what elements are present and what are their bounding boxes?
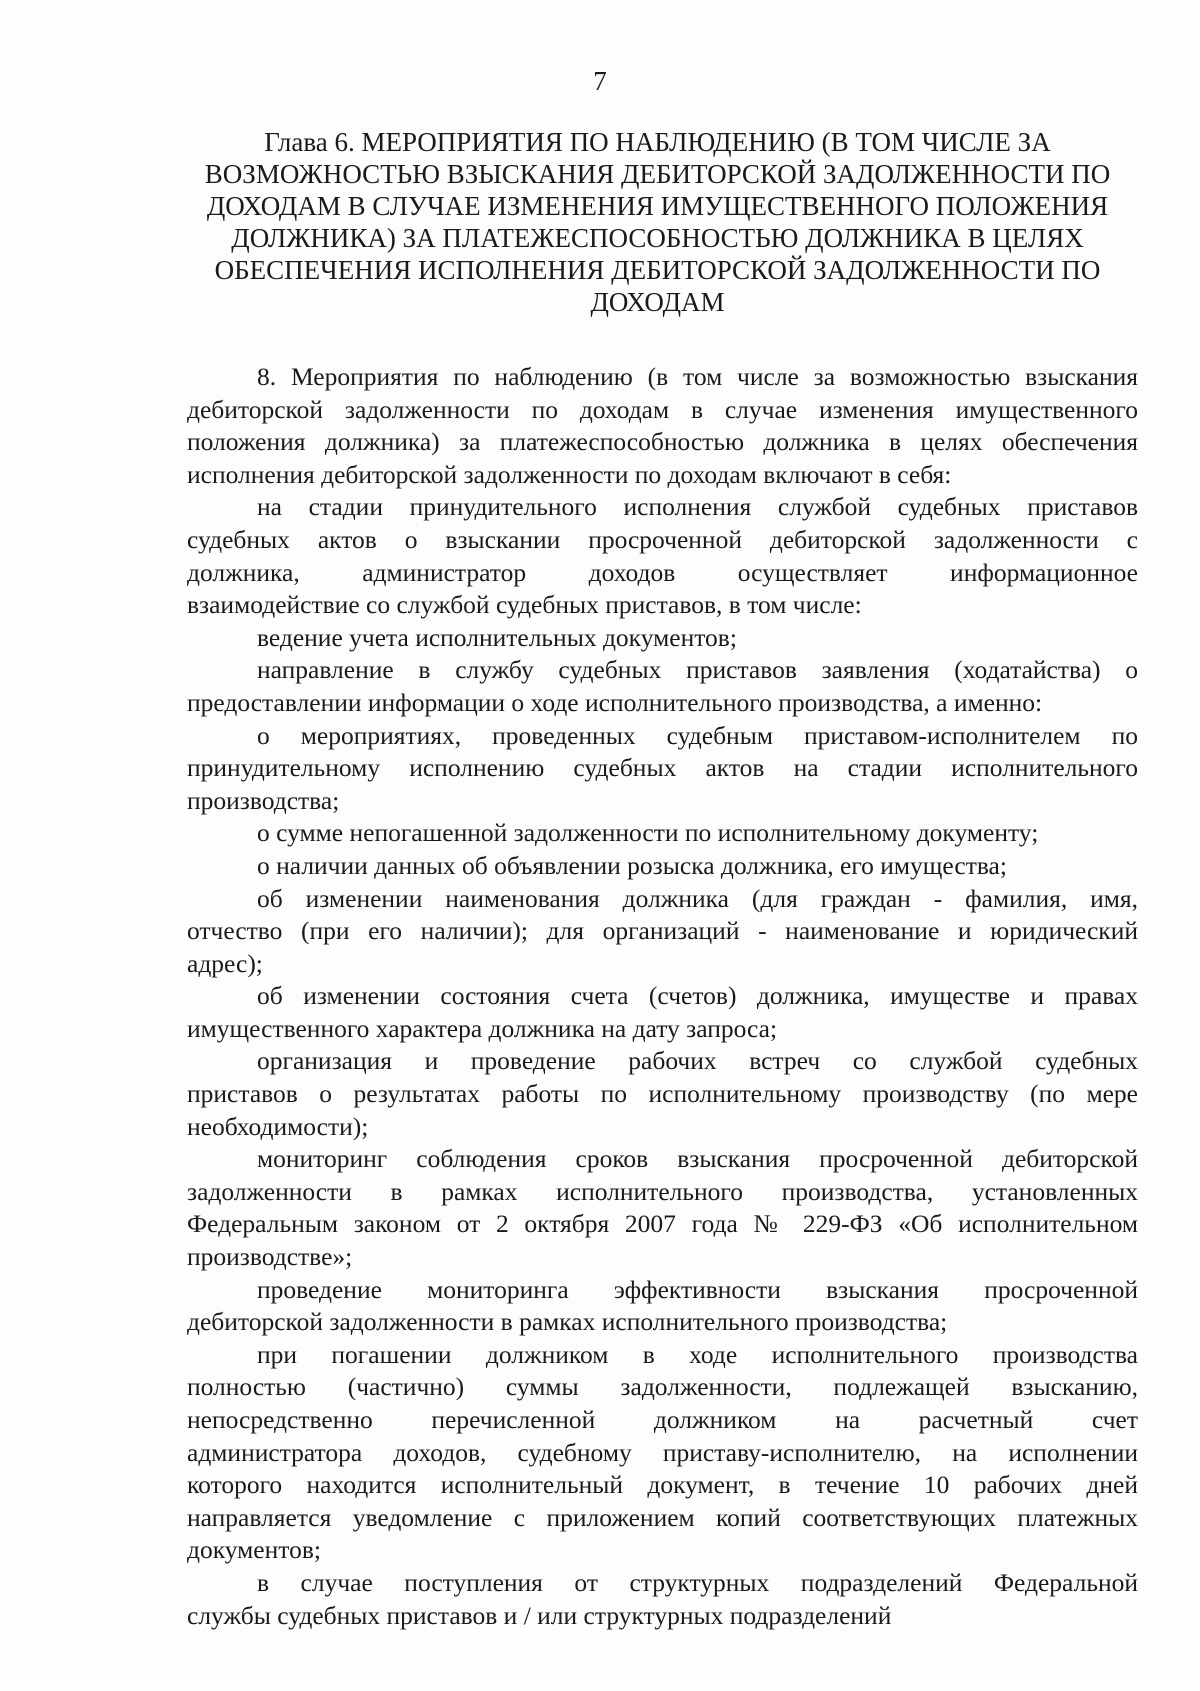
paragraph-line: организация и проведение рабочих встреч со службой судебных (257, 1046, 1138, 1076)
paragraph-line: которого находится исполнительный документ, в течение 10 рабочих дней (187, 1470, 1138, 1500)
paragraph (187, 1339, 1138, 1567)
paragraph-line: производства; (187, 785, 340, 815)
paragraph (187, 720, 1138, 818)
paragraph (187, 1274, 1138, 1339)
paragraph (187, 491, 1138, 621)
chapter-title (180, 126, 1135, 318)
paragraph (187, 1045, 1138, 1143)
paragraph-line: документов; (187, 1535, 321, 1565)
paragraph-line: судебных актов о взыскании просроченной дебиторской задолженности с (187, 524, 1138, 554)
paragraph (187, 361, 1138, 491)
page-number: 7 (593, 66, 607, 96)
paragraph-line: положения должника) за платежеспособностью должника в целях обеспечения (187, 427, 1138, 457)
paragraph-line: взаимодействие со службой судебных приставов, в том числе: (187, 590, 862, 620)
paragraph-line: в случае поступления от структурных подразделений Федеральной (257, 1567, 1138, 1597)
body-text (187, 361, 1138, 1632)
paragraph (187, 850, 1138, 883)
chapter-title-line: ДОХОДАМ В СЛУЧАЕ ИЗМЕНЕНИЯ ИМУЩЕСТВЕННОГО ПОЛОЖЕНИЯ (206, 191, 1109, 221)
paragraph-line: дебиторской задолженности по доходам в случае изменения имущественного (187, 394, 1138, 424)
paragraph (187, 817, 1138, 850)
paragraph-line: полностью (частично) суммы задолженности, подлежащей взысканию, (187, 1372, 1138, 1402)
paragraph-line: необходимости); (187, 1111, 369, 1141)
paragraph-line: адрес); (187, 948, 263, 978)
paragraph-line: имущественного характера должника на дату запроса; (187, 1013, 778, 1043)
paragraph-line: об изменении состояния счета (счетов) должника, имуществе и правах (257, 981, 1138, 1011)
paragraph-line: о наличии данных об объявлении розыска должника, его имущества; (257, 850, 1007, 880)
paragraph-line: о мероприятиях, проведенных судебным приставом-исполнителем по (257, 720, 1138, 750)
paragraph (187, 1143, 1138, 1273)
paragraph-line: приставов о результатах работы по исполнительному производству (по мере (187, 1079, 1138, 1109)
paragraph-line: мониторинг соблюдения сроков взыскания просроченной дебиторской (257, 1144, 1138, 1174)
paragraph-line: принудительному исполнению судебных актов на стадии исполнительного (187, 753, 1138, 783)
paragraph-line: задолженности в рамках исполнительного производства, установленных (187, 1176, 1138, 1206)
paragraph-line: проведение мониторинга эффективности взыскания просроченной (257, 1274, 1138, 1304)
paragraph-line: о сумме непогашенной задолженности по исполнительному документу; (257, 818, 1039, 848)
paragraph-line: ведение учета исполнительных документов; (257, 622, 737, 652)
paragraph-line: службы судебных приставов и / или структурных подразделений (187, 1600, 892, 1630)
paragraph-line: непосредственно перечисленной должником на расчетный счет (187, 1405, 1138, 1434)
chapter-title-line: ВОЗМОЖНОСТЬЮ ВЗЫСКАНИЯ ДЕБИТОРСКОЙ ЗАДОЛЖЕННОСТИ ПО (204, 159, 1111, 189)
chapter-title-line: ОБЕСПЕЧЕНИЯ ИСПОЛНЕНИЯ ДЕБИТОРСКОЙ ЗАДОЛЖЕННОСТИ ПО (214, 255, 1101, 285)
paragraph-line: администратора доходов, судебному приставу-исполнителю, на исполнении (187, 1437, 1138, 1467)
paragraph-line: Федеральным законом от 2 октября 2007 года № 229-ФЗ «Об исполнительном (187, 1209, 1138, 1239)
paragraph (187, 622, 1138, 655)
paragraph-line: дебиторской задолженности в рамках исполнительного производства; (187, 1307, 948, 1337)
paragraph-line: об изменении наименования должника (для граждан - фамилия, имя, (257, 883, 1138, 913)
paragraph (187, 654, 1138, 719)
paragraph-line: направление в службу судебных приставов заявления (ходатайства) о (257, 655, 1138, 685)
paragraph-line: на стадии принудительного исполнения службой судебных приставов (257, 492, 1138, 522)
paragraph-line: предоставлении информации о ходе исполнительного производства, а именно: (187, 687, 1043, 717)
paragraph-line: производстве»; (187, 1242, 353, 1272)
paragraph-line: при погашении должником в ходе исполнительного производства (257, 1339, 1138, 1369)
chapter-title-line: ДОЛЖНИКА) ЗА ПЛАТЕЖЕСПОСОБНОСТЬЮ ДОЛЖНИКА В ЦЕЛЯХ (231, 223, 1084, 253)
chapter-title-line: ДОХОДАМ (590, 287, 725, 317)
paragraph-line: отчество (при его наличии); для организаций - наименование и юридический (187, 916, 1138, 946)
paragraph-line: исполнения дебиторской задолженности по доходам включают в себя: (187, 459, 952, 489)
paragraph-line: должника, администратор доходов осуществляет информационное (187, 557, 1138, 587)
paragraph-line: направляется уведомление с приложением копий соответствующих платежных (187, 1502, 1138, 1532)
paragraph (187, 883, 1138, 981)
paragraph (187, 1567, 1138, 1632)
chapter-title-line: Глава 6. МЕРОПРИЯТИЯ ПО НАБЛЮДЕНИЮ (В ТОМ ЧИСЛЕ ЗА (264, 127, 1051, 157)
paragraph (187, 980, 1138, 1045)
paragraph-line: 8. Мероприятия по наблюдению (в том числе за возможностью взыскания (257, 362, 1138, 391)
